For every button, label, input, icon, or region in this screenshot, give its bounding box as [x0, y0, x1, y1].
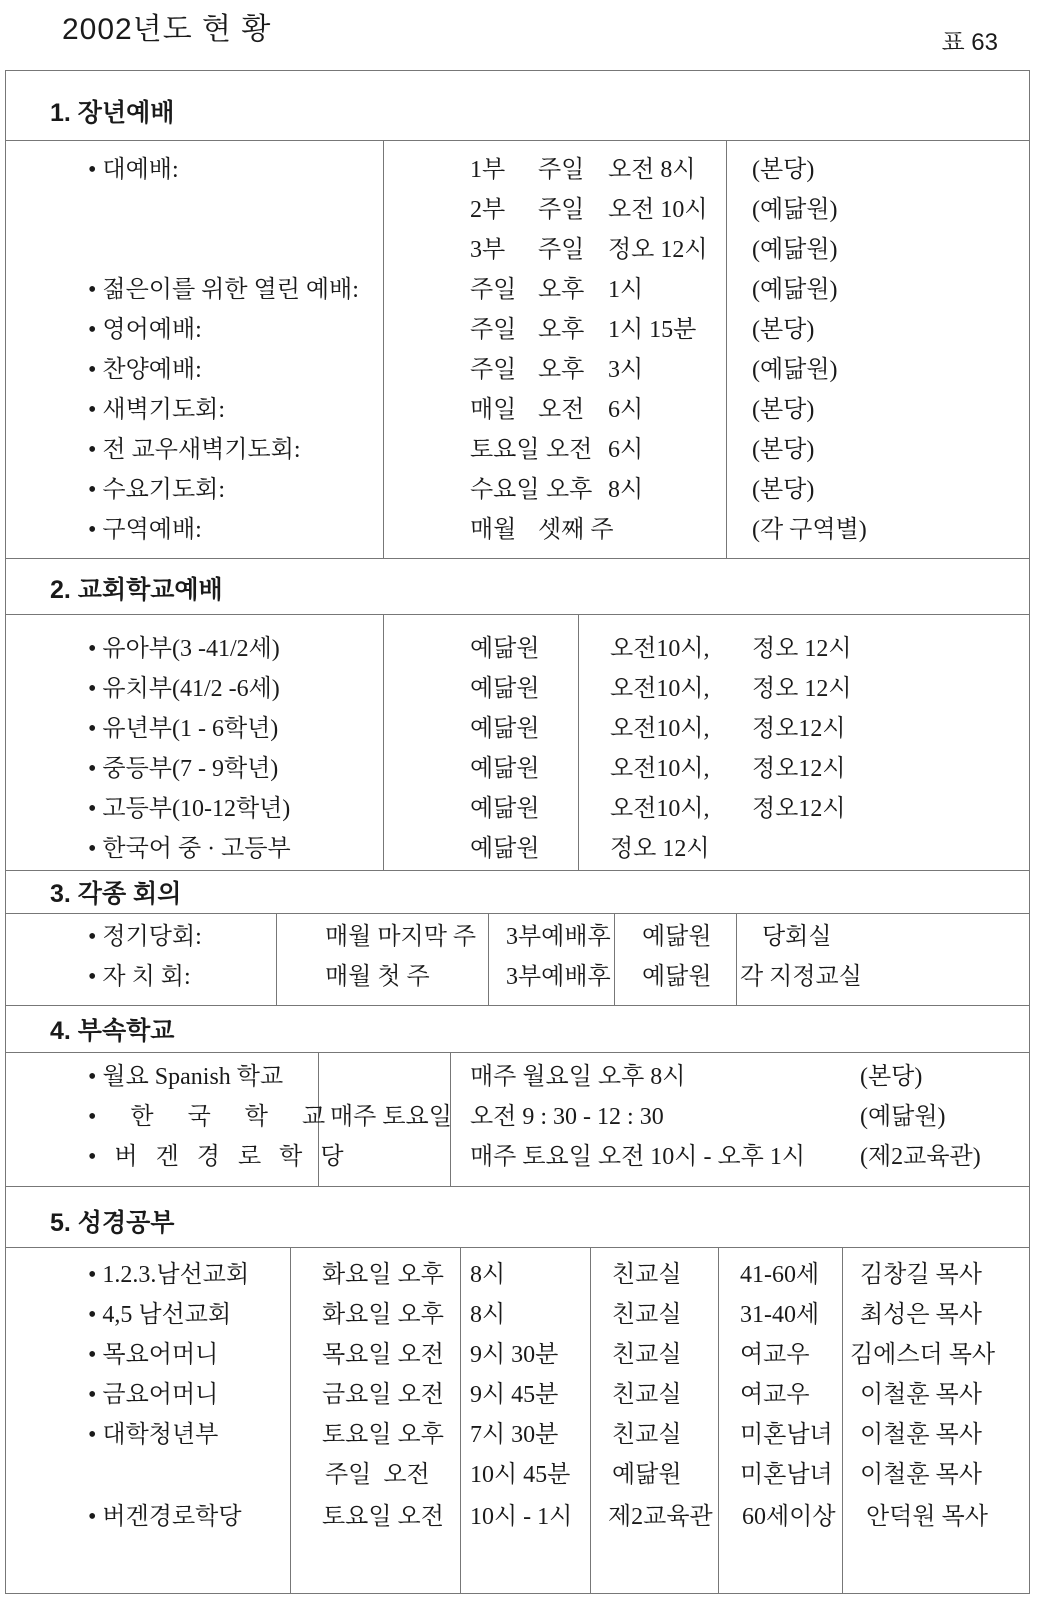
school-location: (제2교육관) [860, 1144, 981, 1170]
service-day: 주일 [470, 357, 517, 383]
study-room: 친교실 [612, 1382, 682, 1408]
study-name: • 버겐경로학당 [88, 1502, 242, 1532]
study-room: 친교실 [612, 1422, 682, 1448]
divider [5, 614, 1030, 615]
school-time: 매주 토요일 오전 10시 - 오후 1시 [470, 1144, 806, 1170]
department-place: 예닮원 [470, 796, 540, 822]
divider [5, 1186, 1030, 1187]
service-name: • 찬양예배: [88, 355, 202, 385]
study-day: 화요일 오후 [322, 1302, 444, 1328]
column-divider [736, 913, 737, 1005]
section-title-bible-study: 5. 성경공부 [50, 1209, 175, 1237]
meeting-room: 당회실 [762, 924, 832, 950]
service-time: 6시 [608, 437, 644, 463]
service-time: 8시 [608, 477, 644, 503]
column-divider [290, 1247, 291, 1594]
study-name: • 목요어머니 [88, 1340, 218, 1370]
study-time: 8시 [470, 1262, 506, 1288]
service-location: (본당) [752, 157, 815, 183]
study-room: 친교실 [612, 1342, 682, 1368]
service-time: 1시 [608, 277, 644, 303]
school-location: (예닮원) [860, 1104, 946, 1130]
service-location: (예닮원) [752, 277, 838, 303]
service-period: 오전 [538, 397, 585, 423]
service-name: • 구역예배: [88, 515, 202, 545]
service-time: 1시 15분 [608, 317, 697, 343]
department-time-1: 정오 12시 [610, 836, 710, 862]
study-leader: 이철훈 목사 [860, 1422, 982, 1448]
service-location: (본당) [752, 437, 815, 463]
service-part: 3부 [470, 237, 506, 263]
service-name: • 수요기도회: [88, 475, 225, 505]
service-period: 오전 [546, 437, 593, 463]
service-time: 정오 12시 [608, 237, 708, 263]
department-time-2: 정오12시 [752, 796, 846, 822]
column-divider [383, 140, 384, 558]
table-number: 표 63 [941, 29, 998, 56]
section-title-meetings: 3. 각종 회의 [50, 880, 182, 908]
divider [5, 1052, 1030, 1053]
study-time: 8시 [470, 1302, 506, 1328]
department-name: • 유년부(1 - 6학년) [88, 714, 278, 744]
service-location: (예닮원) [752, 197, 838, 223]
department-place: 예닮원 [470, 676, 540, 702]
study-leader: 이철훈 목사 [860, 1462, 982, 1488]
study-day: 목요일 오전 [322, 1342, 444, 1368]
study-room: 친교실 [612, 1262, 682, 1288]
department-time-2: 정오 12시 [752, 636, 852, 662]
meeting-name: • 자 치 회: [88, 962, 191, 992]
study-day: 금요일 오전 [322, 1382, 444, 1408]
study-time: 10시 - 1시 [470, 1504, 573, 1530]
column-divider [590, 1247, 591, 1594]
section-title-services: 1. 장년예배 [50, 99, 175, 127]
service-period: 셋째 주 [538, 517, 614, 543]
department-name: • 한국어 중 · 고등부 [88, 834, 291, 864]
meeting-place: 예닮원 [642, 924, 712, 950]
meeting-after: 3부예배후 [506, 924, 611, 950]
page-title: 2002년도 현 황 [62, 13, 272, 46]
meeting-name: • 정기당회: [88, 922, 202, 952]
column-divider [614, 913, 615, 1005]
study-leader: 안덕원 목사 [866, 1504, 988, 1530]
department-time-2: 정오 12시 [752, 676, 852, 702]
section-title-church-school: 2. 교회학교예배 [50, 576, 223, 604]
divider [5, 558, 1030, 559]
study-time: 7시 30분 [470, 1422, 559, 1448]
service-location: (각 구역별) [752, 517, 867, 543]
study-time: 9시 30분 [470, 1342, 559, 1368]
divider [5, 913, 1030, 914]
service-name: • 전 교우새벽기도회: [88, 435, 301, 465]
study-group: 여교우 [740, 1342, 810, 1368]
service-day: 주일 [538, 197, 585, 223]
department-place: 예닮원 [470, 716, 540, 742]
study-name: • 대학청년부 [88, 1420, 218, 1450]
school-name: • 월요 Spanish 학교 [88, 1062, 283, 1092]
department-place: 예닮원 [470, 836, 540, 862]
column-divider [383, 614, 384, 870]
school-time: 매주 월요일 오후 8시 [470, 1064, 686, 1090]
study-time: 9시 45분 [470, 1382, 559, 1408]
divider [5, 140, 1030, 141]
study-day: 주일 오전 [325, 1462, 430, 1488]
study-time: 10시 45분 [470, 1462, 571, 1488]
study-leader: 최성은 목사 [860, 1302, 982, 1328]
service-part: 1부 [470, 157, 506, 183]
column-divider [718, 1247, 719, 1594]
column-divider [842, 1247, 843, 1594]
meeting-place: 예닮원 [642, 964, 712, 990]
divider [5, 1247, 1030, 1248]
department-place: 예닮원 [470, 636, 540, 662]
department-name: • 중등부(7 - 9학년) [88, 754, 278, 784]
service-time: 오전 8시 [608, 157, 696, 183]
service-location: (본당) [752, 397, 815, 423]
school-time: 오전 9 : 30 - 12 : 30 [470, 1104, 664, 1130]
meeting-after: 3부예배후 [506, 964, 611, 990]
study-group: 41-60세 [740, 1262, 820, 1288]
school-location: (본당) [860, 1064, 923, 1090]
service-location: (본당) [752, 477, 815, 503]
department-time-1: 오전10시, [610, 636, 710, 662]
study-group: 여교우 [740, 1382, 810, 1408]
study-day: 화요일 오후 [322, 1262, 444, 1288]
service-day: 수요일 [470, 477, 540, 503]
department-time-1: 오전10시, [610, 756, 710, 782]
service-location: (본당) [752, 317, 815, 343]
service-day: 토요일 [470, 437, 540, 463]
department-time-2: 정오12시 [752, 716, 846, 742]
column-divider [578, 614, 579, 870]
study-group: 미혼남녀 [740, 1422, 833, 1448]
column-divider [276, 913, 277, 1005]
divider [5, 870, 1030, 871]
service-name: • 대예배: [88, 155, 179, 185]
meeting-when: 매월 마지막 주 [325, 924, 477, 950]
study-group: 60세이상 [742, 1504, 836, 1530]
study-leader: 김창길 목사 [860, 1262, 982, 1288]
department-name: • 유치부(41/2 -6세) [88, 674, 280, 704]
department-name: • 고등부(10-12학년) [88, 794, 290, 824]
section-title-schools: 4. 부속학교 [50, 1017, 175, 1045]
study-room: 예닮원 [612, 1462, 682, 1488]
column-divider [460, 1247, 461, 1594]
school-day: 매주 토요일 [330, 1104, 452, 1130]
service-location: (예닮원) [752, 237, 838, 263]
column-divider [488, 913, 489, 1005]
service-day: 주일 [470, 317, 517, 343]
service-day: 매일 [470, 397, 517, 423]
service-part: 2부 [470, 197, 506, 223]
department-time-1: 오전10시, [610, 676, 710, 702]
meeting-room: 각 지정교실 [740, 964, 862, 990]
service-period: 오후 [546, 477, 593, 503]
service-day: 주일 [538, 157, 585, 183]
meeting-when: 매월 첫 주 [325, 964, 430, 990]
service-day: 매월 [470, 517, 517, 543]
study-day: 토요일 오전 [322, 1504, 444, 1530]
department-name: • 유아부(3 -41/2세) [88, 634, 280, 664]
department-time-1: 오전10시, [610, 716, 710, 742]
service-period: 오후 [538, 357, 585, 383]
service-name: • 영어예배: [88, 315, 202, 345]
department-time-1: 오전10시, [610, 796, 710, 822]
study-name: • 금요어머니 [88, 1380, 218, 1410]
study-day: 토요일 오후 [322, 1422, 444, 1448]
divider [5, 1005, 1030, 1006]
service-name: • 새벽기도회: [88, 395, 225, 425]
department-time-2: 정오12시 [752, 756, 846, 782]
school-name: • 한 국 학 교 [88, 1102, 339, 1132]
service-period: 오후 [538, 317, 585, 343]
service-day: 주일 [470, 277, 517, 303]
study-room: 제2교육관 [608, 1504, 713, 1530]
service-day: 주일 [538, 237, 585, 263]
study-leader: 김에스더 목사 [850, 1342, 996, 1368]
service-location: (예닮원) [752, 357, 838, 383]
service-time: 오전 10시 [608, 197, 708, 223]
study-leader: 이철훈 목사 [860, 1382, 982, 1408]
study-name: • 1.2.3.남선교회 [88, 1260, 249, 1290]
column-divider [726, 140, 727, 558]
study-group: 31-40세 [740, 1302, 820, 1328]
service-time: 6시 [608, 397, 644, 423]
study-room: 친교실 [612, 1302, 682, 1328]
school-name: • 버 겐 경 로 학 당 [88, 1142, 350, 1172]
study-group: 미혼남녀 [740, 1462, 833, 1488]
study-name: • 4,5 남선교회 [88, 1300, 231, 1330]
service-time: 3시 [608, 357, 644, 383]
service-name: • 젊은이를 위한 열린 예배: [88, 275, 359, 305]
department-place: 예닮원 [470, 756, 540, 782]
service-period: 오후 [538, 277, 585, 303]
